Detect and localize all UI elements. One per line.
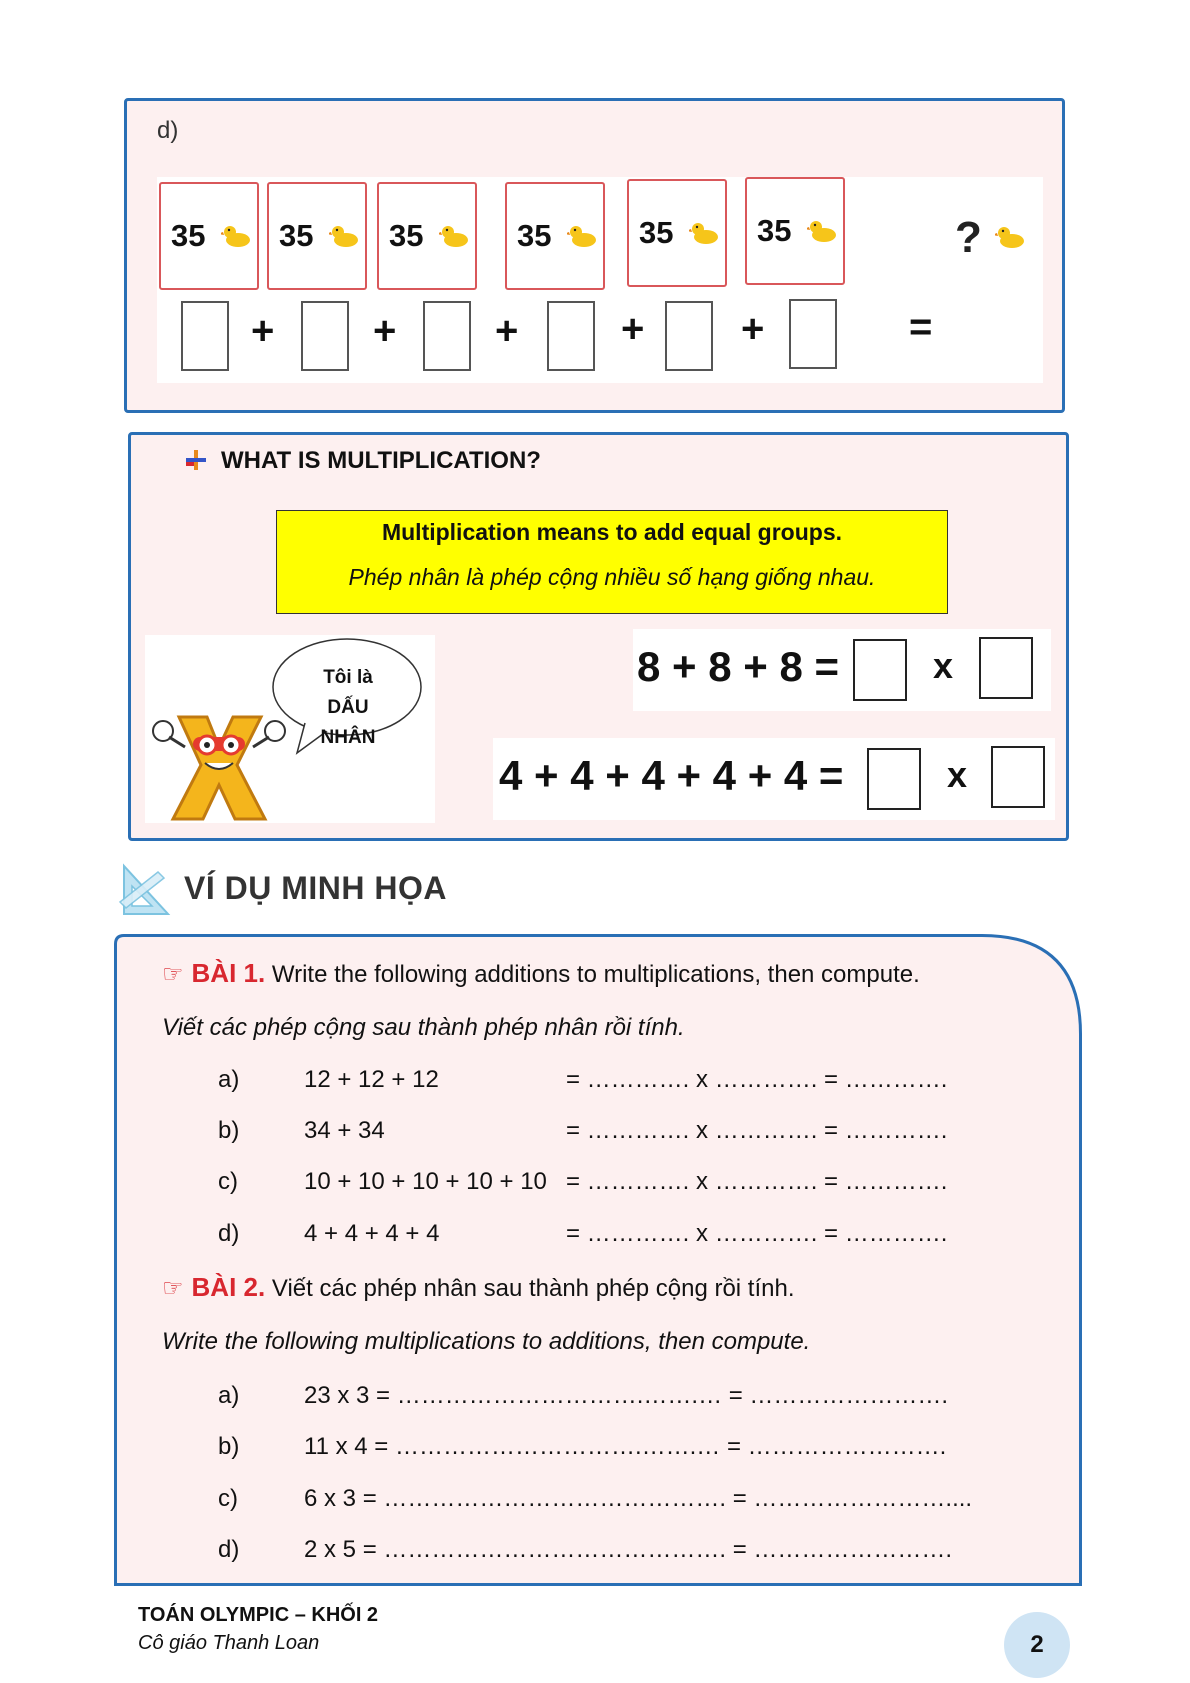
footer-author: Cô giáo Thanh Loan: [138, 1632, 320, 1654]
plus-sign: +: [251, 309, 275, 353]
row-label: a): [218, 1066, 240, 1093]
answer-box[interactable]: [547, 301, 595, 371]
group-card: [627, 179, 727, 287]
exercise-1-title: [162, 958, 920, 989]
exercise-instruction: Write the following additions to multiplications, then compute.: [271, 961, 920, 988]
definition-box: [276, 510, 948, 614]
part-label: d): [157, 117, 179, 144]
row-answer-blank[interactable]: = …………. x …………. = ………….: [566, 1220, 948, 1247]
duck-icon: [221, 224, 251, 248]
group-value: 35: [757, 213, 792, 248]
duck-icon: [995, 225, 1025, 249]
row-label: d): [218, 1536, 240, 1563]
answer-box[interactable]: [991, 746, 1045, 808]
answer-box[interactable]: [853, 639, 907, 701]
exercise-1-subtitle: Viết các phép cộng sau thành phép nhân rồi tính.: [162, 1014, 685, 1041]
bubble-line-1: Tôi là: [323, 667, 373, 688]
bullet-icon: [185, 449, 207, 471]
duck-groups-panel: [157, 177, 1043, 383]
exercise-d-panel: [124, 98, 1065, 413]
answer-box[interactable]: [301, 301, 349, 371]
answer-box[interactable]: [789, 299, 837, 369]
exercise-instruction: Viết các phép nhân sau thành phép cộng rồi tính.: [271, 1275, 795, 1302]
row-expression-blank[interactable]: 2 x 5 = ……………………………………. = …………………….: [304, 1536, 953, 1563]
exercise-number: BÀI 1.: [191, 958, 266, 988]
equation-expression: 8 + 8 + 8 =: [637, 643, 840, 690]
plus-sign: +: [741, 307, 765, 351]
unknown-total: ?: [955, 213, 982, 262]
duck-icon: [567, 224, 597, 248]
equation-row-2: [493, 738, 1055, 820]
group-value: 35: [279, 218, 314, 253]
row-expression-blank[interactable]: 11 x 4 = ………………………….…….… = …………………….: [304, 1433, 947, 1460]
exercise-number: BÀI 2.: [191, 1272, 266, 1302]
section-heading: WHAT IS MULTIPLICATION?: [221, 447, 541, 474]
duck-icon: [807, 219, 837, 243]
mascot-panel: [145, 635, 435, 823]
row-expression-blank[interactable]: 23 x 3 = ………………………….…….… = …………………….: [304, 1382, 949, 1409]
footer-course: TOÁN OLYMPIC – KHỐI 2: [138, 1604, 379, 1626]
row-answer-blank[interactable]: = …………. x …………. = ………….: [566, 1117, 948, 1144]
pointing-hand-icon: ☞: [162, 1275, 184, 1302]
multiplication-sign-mascot-icon: [149, 707, 289, 823]
row-expression: 4 + 4 + 4 + 4: [304, 1220, 440, 1247]
group-card: [377, 182, 477, 290]
duck-icon: [439, 224, 469, 248]
exercise-2-subtitle: Write the following multiplications to additions, then compute.: [162, 1328, 811, 1355]
page-number: 2: [1004, 1612, 1070, 1678]
times-sign: x: [933, 645, 954, 686]
row-label: d): [218, 1220, 240, 1247]
row-label: b): [218, 1117, 240, 1144]
answer-box[interactable]: [181, 301, 229, 371]
definition-english: Multiplication means to add equal groups.: [381, 519, 843, 545]
group-value: 35: [389, 218, 424, 253]
row-expression: 12 + 12 + 12: [304, 1066, 439, 1093]
times-sign: x: [947, 754, 968, 795]
bubble-line-2: DẤU NHÂN: [320, 697, 376, 748]
group-card: [267, 182, 367, 290]
group-card: [159, 182, 259, 290]
row-answer-blank[interactable]: = …………. x …………. = ………….: [566, 1066, 948, 1093]
answer-box[interactable]: [665, 301, 713, 371]
section-title: VÍ DỤ MINH HỌA: [184, 870, 447, 906]
row-label: c): [218, 1485, 238, 1512]
definition-vietnamese: Phép nhân là phép cộng nhiều số hạng giống nhau.: [348, 564, 876, 590]
row-expression: 10 + 10 + 10 + 10 + 10: [304, 1168, 547, 1195]
row-expression-blank[interactable]: 6 x 3 = ……………………………………. = ……………………....: [304, 1485, 973, 1512]
group-card: [745, 177, 845, 285]
group-value: 35: [517, 218, 552, 253]
answer-box[interactable]: [423, 301, 471, 371]
pointing-hand-icon: ☞: [162, 961, 184, 988]
answer-box[interactable]: [979, 637, 1033, 699]
duck-icon: [329, 224, 359, 248]
equation-row-1: [633, 629, 1051, 711]
plus-sign: +: [621, 307, 645, 351]
equation-expression: 4 + 4 + 4 + 4 + 4 =: [499, 752, 844, 799]
group-value: 35: [171, 218, 206, 253]
answer-box[interactable]: [867, 748, 921, 810]
plus-sign: +: [495, 309, 519, 353]
row-label: c): [218, 1168, 238, 1195]
group-value: 35: [639, 215, 674, 250]
row-expression: 34 + 34: [304, 1117, 385, 1144]
equals-sign: =: [909, 305, 933, 349]
plus-sign: +: [373, 309, 397, 353]
group-card: [505, 182, 605, 290]
what-is-multiplication-panel: [128, 432, 1069, 841]
duck-icon: [689, 221, 719, 245]
exercise-2-title: [162, 1272, 795, 1303]
row-label: b): [218, 1433, 240, 1460]
row-answer-blank[interactable]: = …………. x …………. = ………….: [566, 1168, 948, 1195]
row-label: a): [218, 1382, 240, 1409]
ruler-triangle-icon: [118, 862, 174, 918]
